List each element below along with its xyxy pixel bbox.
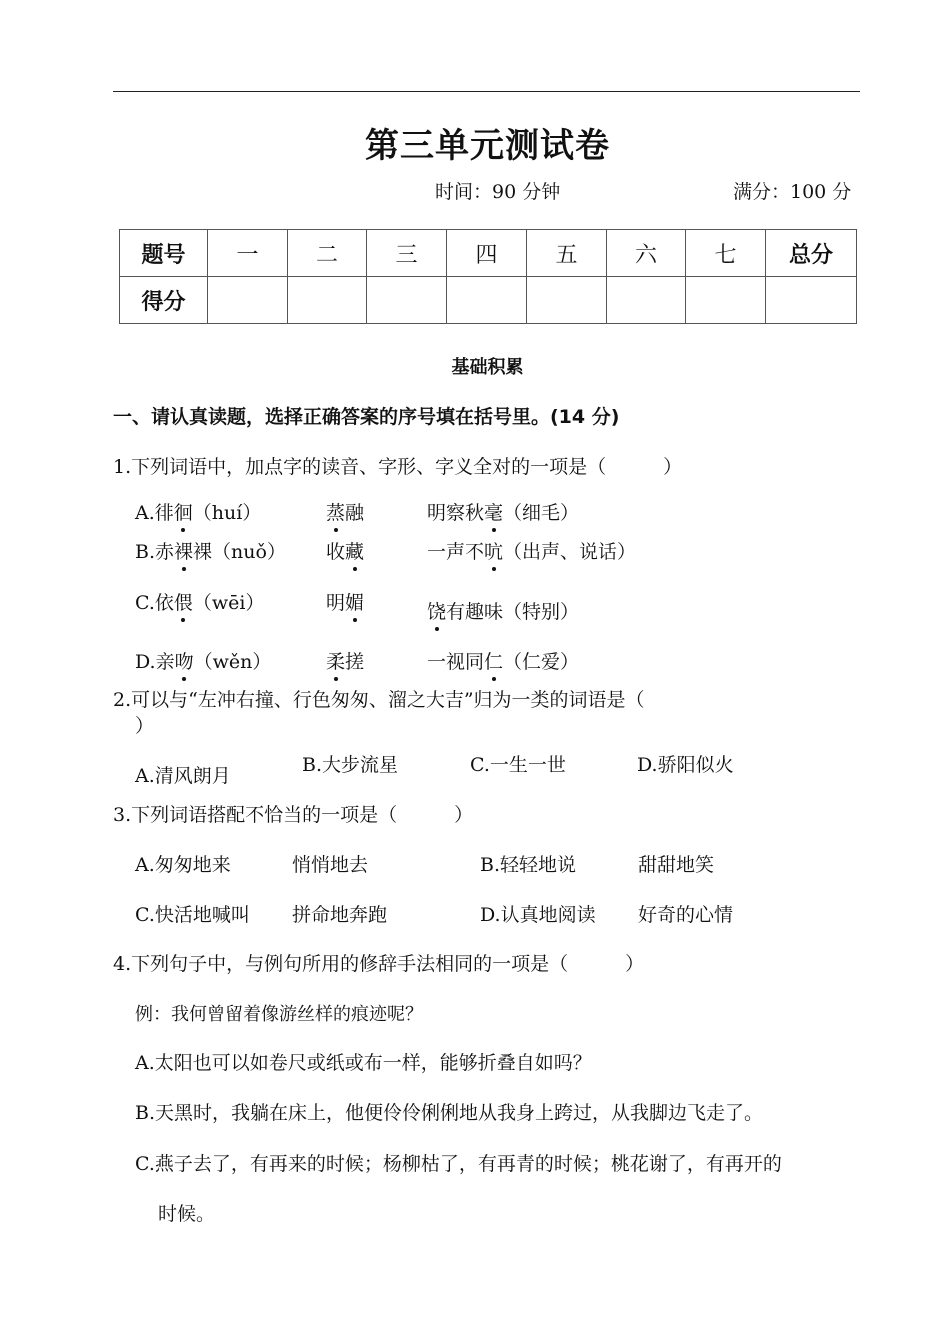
- dotted-char: 媚: [345, 588, 364, 615]
- dotted-char: 偎: [174, 588, 193, 615]
- idiom-post: 有趣味（特别）: [446, 601, 580, 623]
- score-row-label: 得分: [120, 277, 208, 324]
- exam-full-score: 满分：100 分: [733, 181, 852, 203]
- idiom-post: （仁爱）: [503, 651, 580, 673]
- q1-1-option-b-idiom: [427, 537, 636, 564]
- score-header-cell: 总分: [766, 230, 857, 277]
- score-cell[interactable]: [766, 277, 857, 324]
- score-header-cell: 三: [367, 230, 447, 277]
- q1-2-stem: 2.可以与“左冲右撞、行色匆匆、溜之大吉”归为一类的词语是（: [113, 689, 645, 711]
- dotted-char: 柔: [326, 647, 345, 674]
- score-cell[interactable]: [686, 277, 766, 324]
- q1-3-option-c[interactable]: C.快活地喊叫: [135, 904, 250, 926]
- q1-3-option-d[interactable]: D.认真地阅读: [480, 904, 596, 926]
- score-cell[interactable]: [527, 277, 607, 324]
- q1-1-option-d-word1[interactable]: [135, 647, 271, 674]
- word-pre: 收: [326, 541, 346, 563]
- word-rest: 融: [345, 502, 365, 524]
- dotted-char: 饶: [427, 597, 446, 624]
- q1-1-option-a-word1[interactable]: [135, 498, 261, 525]
- score-header-cell: 一: [208, 230, 288, 277]
- pinyin: （wēi）: [192, 592, 265, 614]
- idiom-post: （出声、说话）: [503, 541, 637, 563]
- q1-2-option-c[interactable]: C.一生一世: [470, 754, 566, 776]
- option-label: D.亲: [135, 651, 175, 673]
- q1-2-option-d[interactable]: D.骄阳似火: [637, 754, 734, 776]
- score-cell[interactable]: [447, 277, 527, 324]
- question-1-heading: 一、请认真读题，选择正确答案的序号填在括号里。(14 分): [113, 406, 620, 428]
- q1-1-option-a-word2: [326, 498, 364, 525]
- option-label: B.赤: [135, 541, 175, 563]
- q1-1-option-a-idiom: [427, 498, 579, 525]
- word-rest: 搓: [345, 651, 365, 673]
- dotted-char: 裸: [174, 537, 193, 564]
- score-table: [119, 229, 857, 324]
- q1-3-option-d-phrase2: 好奇的心情: [638, 904, 734, 926]
- q1-1-option-c-word2: [326, 588, 364, 615]
- idiom-pre: 一视同: [427, 651, 485, 673]
- q1-1-option-c-word1[interactable]: [135, 588, 265, 615]
- score-header-cell: 题号: [120, 230, 208, 277]
- q1-4-stem: 4.下列句子中，与例句所用的修辞手法相同的一项是（ ）: [113, 953, 645, 975]
- exam-time: 时间：90 分钟: [435, 181, 561, 203]
- score-cell[interactable]: [288, 277, 367, 324]
- q1-4-example: 例：我何曾留着像游丝样的痕迹呢？: [135, 1004, 423, 1025]
- score-table-score-row: [120, 277, 857, 324]
- q1-4-option-b[interactable]: B.天黑时，我躺在床上，他便伶伶俐俐地从我身上跨过，从我脚边飞走了。: [135, 1102, 764, 1124]
- q1-3-option-a-phrase2: 悄悄地去: [292, 854, 369, 876]
- dotted-char: 徊: [174, 498, 193, 525]
- q1-2-option-b[interactable]: B.大步流星: [302, 754, 399, 776]
- q1-1-stem: 1.下列词语中，加点字的读音、字形、字义全对的一项是（ ）: [113, 456, 683, 478]
- score-cell[interactable]: [208, 277, 288, 324]
- pinyin: 裸（nuǒ）: [193, 541, 286, 563]
- q1-3-option-a[interactable]: A.匆匆地来: [135, 854, 231, 876]
- dotted-char: 吭: [484, 537, 503, 564]
- q1-1-option-d-idiom: [427, 647, 579, 674]
- score-table-header-row: [120, 230, 857, 277]
- q1-3-option-b[interactable]: B.轻轻地说: [480, 854, 577, 876]
- section-title: 基础积累: [451, 357, 524, 378]
- score-header-cell: 六: [607, 230, 686, 277]
- q1-1-option-b-word1[interactable]: [135, 537, 286, 564]
- dotted-char: 蒸: [326, 498, 345, 525]
- q1-3-option-c-phrase2: 拼命地奔跑: [292, 904, 388, 926]
- dotted-char: 藏: [345, 537, 364, 564]
- q1-3-option-b-phrase2: 甜甜地笑: [638, 854, 715, 876]
- score-header-cell: 五: [527, 230, 607, 277]
- word-pre: 明: [326, 592, 346, 614]
- q1-1-option-c-idiom: [427, 597, 579, 624]
- q1-1-option-d-word2: [326, 647, 364, 674]
- option-label: A.徘: [135, 502, 174, 524]
- q1-4-option-c[interactable]: C.燕子去了，有再来的时候；杨柳枯了，有再青的时候；桃花谢了，有再开的: [135, 1153, 782, 1175]
- q1-3-stem: 3.下列词语搭配不恰当的一项是（ ）: [113, 804, 474, 826]
- page-title: 第三单元测试卷: [365, 126, 610, 166]
- idiom-pre: 明察秋: [427, 502, 485, 524]
- option-label: C.依: [135, 592, 174, 614]
- score-cell[interactable]: [367, 277, 447, 324]
- q1-2-stem-end: ）: [135, 715, 155, 737]
- idiom-pre: 一声不: [427, 541, 485, 563]
- dotted-char: 毫: [484, 498, 503, 525]
- score-header-cell: 七: [686, 230, 766, 277]
- dotted-char: 吻: [175, 647, 194, 674]
- score-cell[interactable]: [607, 277, 686, 324]
- score-header-cell: 四: [447, 230, 527, 277]
- pinyin: （wěn）: [193, 651, 272, 673]
- pinyin: （huí）: [192, 502, 262, 524]
- q1-2-option-a[interactable]: A.清风朗月: [135, 765, 231, 787]
- q1-4-option-c-continued: 时候。: [158, 1203, 216, 1225]
- score-header-cell: 二: [288, 230, 367, 277]
- header-rule: [113, 91, 860, 92]
- q1-4-option-a[interactable]: A.太阳也可以如卷尺或纸或布一样，能够折叠自如吗？: [135, 1052, 592, 1074]
- dotted-char: 仁: [484, 647, 503, 674]
- idiom-post: （细毛）: [503, 502, 580, 524]
- q1-1-option-b-word2: [326, 537, 364, 564]
